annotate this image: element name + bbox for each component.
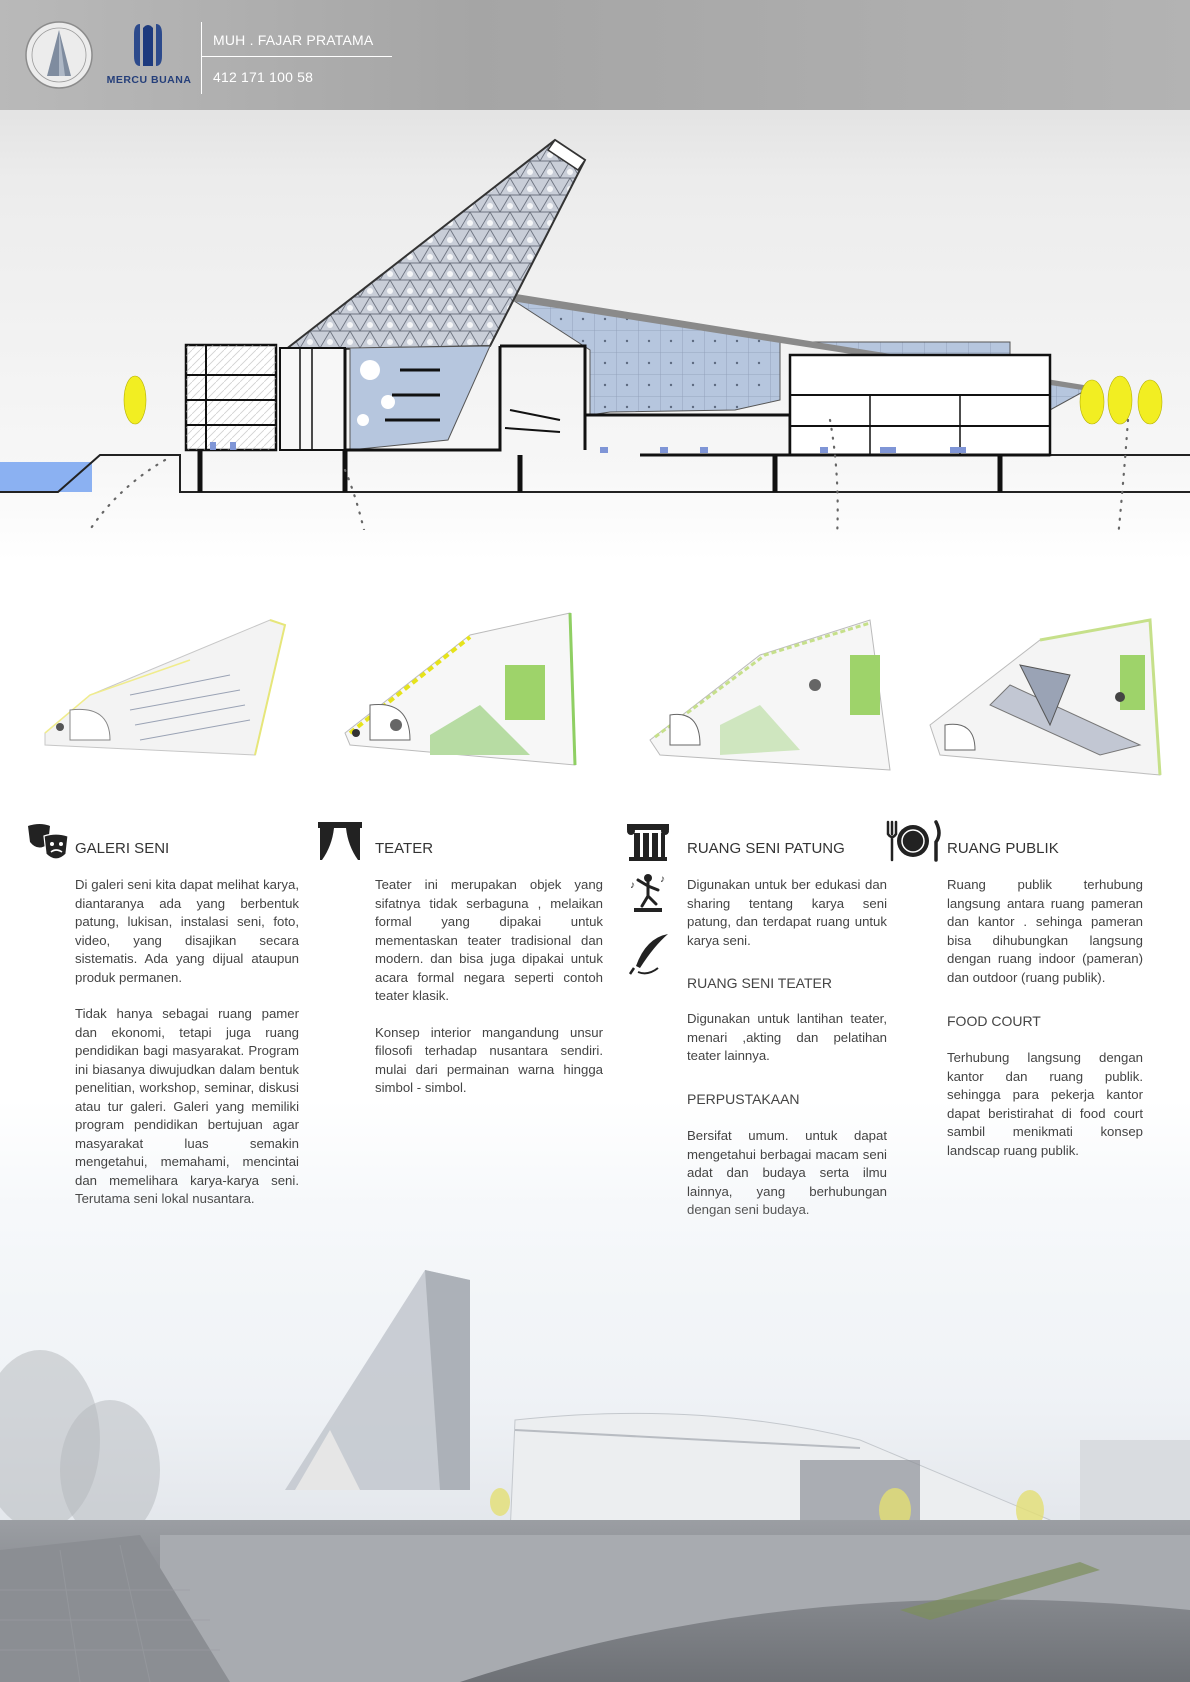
floor-plan-1 bbox=[30, 615, 290, 775]
ionic-column-icon bbox=[625, 822, 671, 862]
svg-text:♪: ♪ bbox=[660, 874, 665, 885]
building-section-drawing bbox=[0, 110, 1190, 530]
subsection-body-perpustakaan: Bersifat umum. untuk dapat mengetahui berbagai macam seni adat dan budaya serta ilmu bbox=[687, 1128, 887, 1180]
teater-paragraph-2: Konsep interior mangandung unsur filosofi terhadap nusantara sendiri. mulai dari permainan warna hingga simbol - simbol. bbox=[375, 1024, 603, 1095]
water bbox=[0, 462, 92, 492]
subsection-body-seni-teater: Digunakan untuk lantihan teater, menari ,akting dan pelatihan teater lainnya. bbox=[687, 1011, 887, 1063]
galeri-paragraph-1: Di galeri seni kita dapat melihat karya, diantaranya ada yang berbentuk patung, lukisan, instalasi seni, foto, video, yang disajikan secara sistematis. Ada yang dijual ataupun produk permanen. bbox=[75, 877, 299, 985]
section-body-teater bbox=[375, 876, 603, 1116]
exterior-rendering bbox=[0, 1190, 1190, 1682]
stage-curtain-icon bbox=[318, 822, 362, 862]
section-title-teater: TEATER bbox=[375, 840, 434, 857]
author-name: MUH . FAJAR PRATAMA bbox=[213, 32, 374, 48]
mercu-buana-logo bbox=[128, 22, 168, 68]
logo-caption: MERCU BUANA bbox=[106, 74, 192, 86]
section-title-patung: RUANG SENI PATUNG bbox=[687, 840, 845, 857]
teater-paragraph-1: Teater ini merupakan objek yang sifatnya tidak serbaguna , melaikan formal yang dipakai untuk mementaskan teater tradisional dan modern. dan bisa juga dipakai untuk acara formal negara seperti contoh teater klasik. bbox=[375, 877, 603, 1003]
quill-icon bbox=[628, 932, 670, 976]
leader-publik bbox=[1108, 420, 1128, 530]
fork-plate-knife-icon bbox=[884, 820, 942, 862]
header-divider-horizontal bbox=[202, 56, 392, 57]
university-emblem bbox=[24, 20, 94, 90]
section-body-patung: Digunakan untuk ber edukasi dan sharing tentang karya seni patung, dan terdapat ruang untuk karya seni. bbox=[687, 877, 887, 948]
subsection-body-food-court: Terhubung langsung dengan kantor dan ruang publik. sehingga para pekerja kantor dapat beristirahat di food court sambil menikmati konsep landscap ruang publik. bbox=[947, 1050, 1143, 1158]
galeri-paragraph-2: Tidak hanya sebagai ruang pamer dan ekonomi, tetapi juga ruang pendidikan bagi masyarakat. Program ini biasanya diwujudkan dalam bentuk penelitian, workshop, seminar, diskusi atau tur galeri. Galeri yang memiliki program pendidikan bertujuan agar masyarakat luas semakin mengetahui, memahami, mencintai dan memelihara karya-karya seni. bbox=[75, 1006, 299, 1188]
student-id: 412 171 100 58 bbox=[213, 69, 314, 85]
header-divider-vertical bbox=[201, 22, 202, 94]
subsection-title-food-court: FOOD COURT bbox=[947, 1013, 1041, 1029]
leader-teater bbox=[345, 470, 390, 530]
section-body-galeri bbox=[75, 876, 299, 1227]
floor-plan-2 bbox=[330, 605, 590, 775]
subsection-title-perpustakaan: PERPUSTAKAAN bbox=[687, 1091, 800, 1107]
svg-text:♪: ♪ bbox=[630, 880, 635, 891]
theater-masks-icon bbox=[26, 822, 70, 864]
section-title-publik: RUANG PUBLIK bbox=[947, 840, 1059, 857]
theater-pyramid-roof bbox=[285, 140, 585, 350]
floor-plan-3 bbox=[640, 615, 900, 780]
floor-plan-4 bbox=[920, 615, 1170, 780]
section-body-publik: Ruang publik terhubung langsung antara ruang pameran dan kantor . sehinga pameran bisa dihubungkan langsung dengan ruang indoor (pameran) dan outdoor (ruang publik). bbox=[947, 877, 1143, 985]
subsection-title-seni-teater: RUANG SENI TEATER bbox=[687, 975, 832, 991]
section-title-galeri: GALERI SENI bbox=[75, 840, 170, 857]
header-band bbox=[0, 0, 1190, 110]
dancer-icon bbox=[628, 872, 668, 914]
